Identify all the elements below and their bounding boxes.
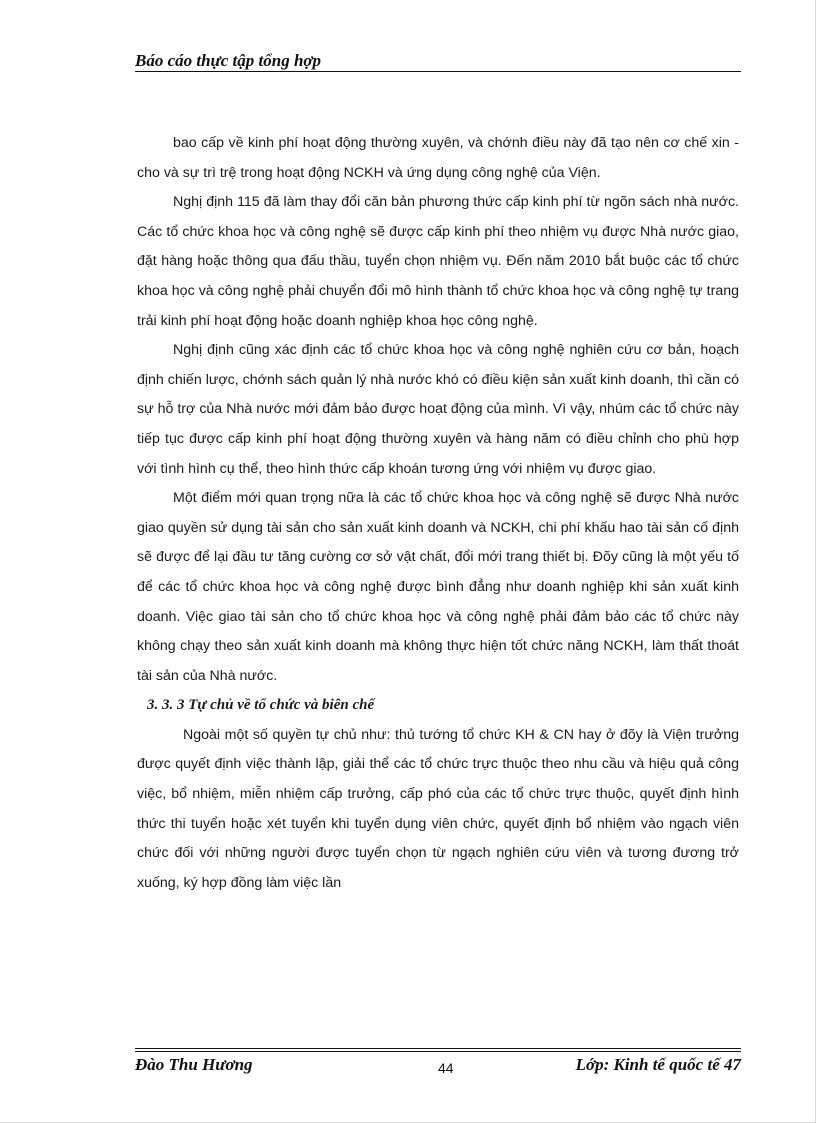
paragraph-1: bao cấp về kinh phí hoạt động thường xuyên, và chớnh điều này đã tạo nên cơ chế xin - cho và sự trì trệ trong hoạt động NCKH và ứng dụng công nghệ của Viện. — [137, 135, 739, 181]
header-title: Báo cáo thực tập tổng hợp — [135, 51, 322, 70]
footer-class: Lớp: Kinh tế quốc tế 47 — [575, 1055, 741, 1074]
document-body — [137, 129, 739, 898]
page-number: 44 — [438, 1060, 454, 1076]
page-header — [135, 50, 741, 72]
footer-rule-bottom — [135, 1051, 741, 1052]
paragraph-2: Nghị định 115 đã làm thay đổi căn bản phương thức cấp kinh phí từ ngõn sách nhà nước. Các tổ chức khoa học và công nghệ sẽ được cấp kinh phí theo nhiệm vụ được Nhà nước giao, đặt hàng hoặc thông qua đấu thầu, tuyển chọn nhiệm vụ. Đến năm 2010 bắt buộc các tổ chức khoa học và công nghệ phải chuyển đổi mô hình thành tổ chức khoa học và công nghệ tự trang trải kinh phí hoạt động hoặc doanh nghiệp khoa học công nghệ. — [137, 194, 739, 329]
footer-rule-top — [135, 1048, 741, 1049]
paragraph-4: Một điểm mới quan trọng nữa là các tổ chức khoa học và công nghệ sẽ được Nhà nước giao quyền sử dụng tài sản cho sản xuất kinh doanh và NCKH, chi phí khấu hao tài sản cố định sẽ được để lại đầu tư tăng cường cơ sở vật chất, đổi mới trang thiết bị. Đõy cũng là một yếu tố để các tổ chức khoa học và công nghệ được bình đẳng như doanh nghiệp khi sản xuất kinh doanh. Việc giao tài sản cho tổ chức khoa học và công nghệ phải đảm bảo các tổ chức này không chạy theo sản xuất kinh doanh mà không thực hiện tốt chức năng NCKH, làm thất thoát tài sản của Nhà nước. — [137, 490, 739, 684]
paragraph-5: Ngoài một số quyền tự chủ như: thủ tướng tổ chức KH & CN hay ở đõy là Viện trưởng được quyết định việc thành lập, giải thể các tổ chức trực thuộc theo nhu cầu và hiệu quả công việc, bổ nhiệm, miễn nhiệm cấp trưởng, cấp phó của các tổ chức trực thuộc, quyết định hình thức thi tuyển hoặc xét tuyển khi tuyển dụng viên chức, quyết định bổ nhiệm vào ngạch viên chức đối với những người được tuyển chọn từ ngạch nghiên cứu viên và tương đương trở xuống, ký hợp đồng làm việc lần — [137, 726, 739, 891]
footer-author: Đào Thu Hương — [135, 1055, 253, 1074]
paragraph-3: Nghị định cũng xác định các tổ chức khoa học và công nghệ nghiên cứu cơ bản, hoạch định chiến lược, chớnh sách quản lý nhà nước khó có điều kiện sản xuất kinh doanh, thì cần có sự hỗ trợ của Nhà nước mới đảm bảo được hoạt động của mình. Vì vậy, nhúm các tổ chức này tiếp tục được cấp kinh phí hoạt động thường xuyên và hàng năm có điều chỉnh cho phù hợp với tình hình cụ thể, theo hình thức cấp khoán tương ứng với nhiệm vụ được giao. — [137, 342, 739, 477]
header-rule — [135, 71, 741, 72]
page-footer — [135, 1048, 741, 1088]
section-heading: 3. 3. 3 Tự chủ về tổ chức và biên chế — [147, 697, 375, 714]
